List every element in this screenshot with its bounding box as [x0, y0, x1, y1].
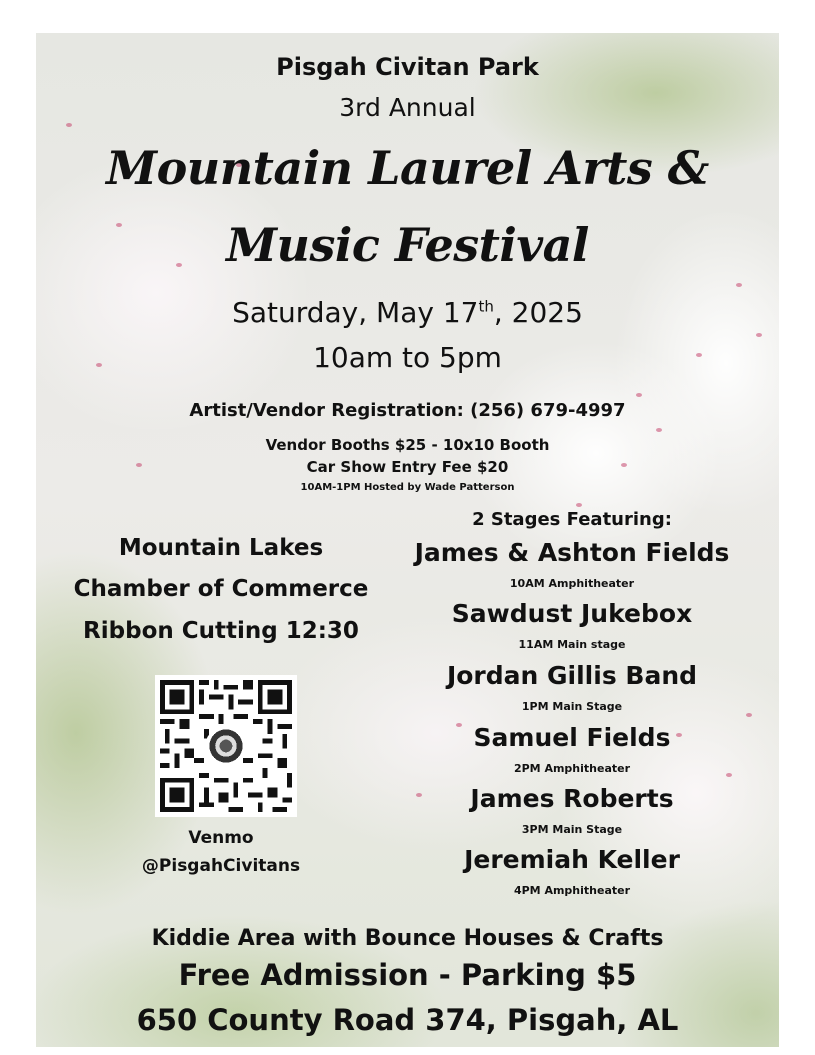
act-name: Sawdust Jukebox	[451, 599, 693, 628]
venmo-qr-code[interactable]	[155, 675, 297, 817]
event-hours: 10am to 5pm	[313, 341, 502, 374]
festival-poster	[36, 33, 779, 1047]
act-detail: 2PM Amphitheater	[513, 762, 631, 775]
event-date-suffix: , 2025	[493, 296, 583, 329]
kiddie-area: Kiddie Area with Bounce Houses & Crafts	[151, 926, 664, 951]
act-detail: 1PM Main Stage	[521, 700, 623, 713]
park-name: Pisgah Civitan Park	[276, 53, 539, 81]
act-name: Jeremiah Keller	[464, 845, 680, 874]
event-address: 650 County Road 374, Pisgah, AL	[136, 1003, 679, 1037]
ribbon-line3: Ribbon Cutting 12:30	[83, 618, 359, 644]
venmo-handle: @PisgahCivitans	[141, 856, 301, 876]
event-date-ordinal: th	[478, 297, 494, 316]
car-show-host: 10AM-1PM Hosted by Wade Patterson	[300, 482, 515, 493]
act-name: James Roberts	[470, 784, 674, 813]
act-detail: 3PM Main Stage	[521, 823, 623, 836]
festival-title-line1: Mountain Laurel Arts &	[106, 141, 709, 195]
stages-heading: 2 Stages Featuring:	[472, 509, 672, 530]
act-detail: 11AM Main stage	[518, 638, 626, 651]
venmo-label: Venmo	[188, 828, 254, 848]
event-date	[36, 296, 779, 329]
edition-label: 3rd Annual	[339, 93, 476, 122]
car-show-fee: Car Show Entry Fee $20	[306, 458, 509, 476]
event-date-prefix: Saturday, May 17	[232, 296, 479, 329]
festival-title-line2: Music Festival	[226, 218, 589, 272]
act-name: Jordan Gillis Band	[446, 661, 698, 690]
ribbon-line2: Chamber of Commerce	[73, 576, 369, 602]
vendor-booth-fee: Vendor Booths $25 - 10x10 Booth	[265, 436, 550, 454]
admission-parking: Free Admission - Parking $5	[178, 958, 637, 992]
act-name: James & Ashton Fields	[414, 538, 730, 567]
act-detail: 4PM Amphitheater	[513, 884, 631, 897]
registration-phone: Artist/Vendor Registration: (256) 679-4997	[189, 400, 626, 421]
act-name: Samuel Fields	[473, 723, 671, 752]
act-detail: 10AM Amphitheater	[509, 577, 635, 590]
ribbon-line1: Mountain Lakes	[118, 535, 324, 561]
